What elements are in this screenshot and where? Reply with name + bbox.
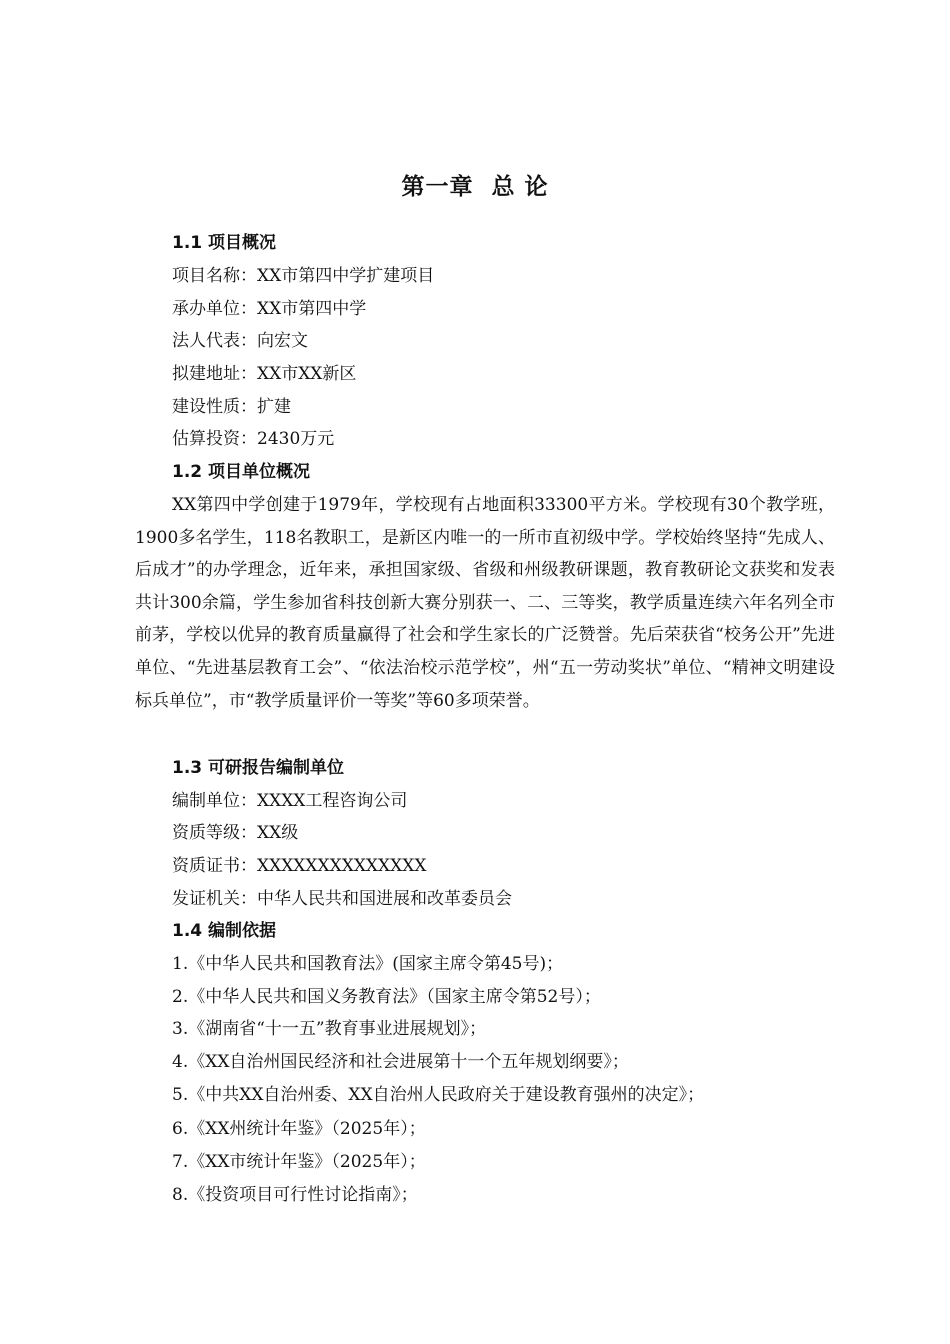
basis-item-8: 8.《投资项目可行性讨论指南》； <box>172 1185 418 1205</box>
unit-overview-text: XX第四中学创建于1979年，学校现有占地面积33300平方米。学校现有30个教学班，1900多名学生，118名教职工，是新区内唯一的一所市直初级中学。学校始终坚持“先成人、后成才”的办学理念，近年来，承担国家级、省级和州级教研课题，教育教研论文获奖和发表共计300余篇，学生参加省科技创新大赛分别获一、二、三等奖，教学质量连续六年名列全市前茅，学校以优异的教育质量赢得了社会和学生家长的广泛赞誉。先后荣获省“校务公开”先进单位、“先进基层教育工会”、“依法治校示范学校”，州“五一劳动奖状”单位、“精神文明建设标兵单位”，市“教学质量评价一等奖”等60多项荣誉。 <box>135 495 835 711</box>
section-1-4-heading: 1.4 编制依据 <box>172 921 277 941</box>
basis-item-3: 3.《湖南省“十一五”教育事业进展规划》； <box>172 1019 487 1039</box>
basis-item-2: 2.《中华人民共和国义务教育法》（国家主席令第52号）； <box>172 987 601 1007</box>
unit-overview-paragraph <box>135 489 835 717</box>
compiler-unit-line: 编制单位：XXXX工程咨询公司 <box>172 791 408 811</box>
basis-item-4: 4.《XX自治州国民经济和社会进展第十一个五年规划纲要》； <box>172 1052 629 1072</box>
qualification-cert-line: 资质证书：XXXXXXXXXXXXXX <box>172 856 427 876</box>
investment-line: 估算投资：2430万元 <box>172 429 335 449</box>
chapter-title: 第一章 总 论 <box>401 174 549 200</box>
qualification-grade-line: 资质等级：XX级 <box>172 823 299 843</box>
basis-item-6: 6.《XX州统计年鉴》（2025年）； <box>172 1119 426 1139</box>
basis-item-7: 7.《XX市统计年鉴》（2025年）； <box>172 1152 426 1172</box>
project-name-line: 项目名称：XX市第四中学扩建项目 <box>172 266 435 286</box>
construction-type-line: 建设性质：扩建 <box>172 397 291 417</box>
section-1-3-heading: 1.3 可研报告编制单位 <box>172 758 345 778</box>
site-address-line: 拟建地址：XX市XX新区 <box>172 364 357 384</box>
section-1-1-heading: 1.1 项目概况 <box>172 233 277 253</box>
host-unit-line: 承办单位：XX市第四中学 <box>172 299 367 319</box>
legal-rep-line: 法人代表：向宏文 <box>172 331 308 351</box>
basis-item-5: 5.《中共XX自治州委、XX自治州人民政府关于建设教育强州的决定》； <box>172 1085 705 1105</box>
basis-item-1: 1.《中华人民共和国教育法》(国家主席令第45号)； <box>172 954 564 974</box>
issuing-authority-line: 发证机关：中华人民共和国进展和改革委员会 <box>172 889 512 909</box>
section-1-2-heading: 1.2 项目单位概况 <box>172 462 311 482</box>
